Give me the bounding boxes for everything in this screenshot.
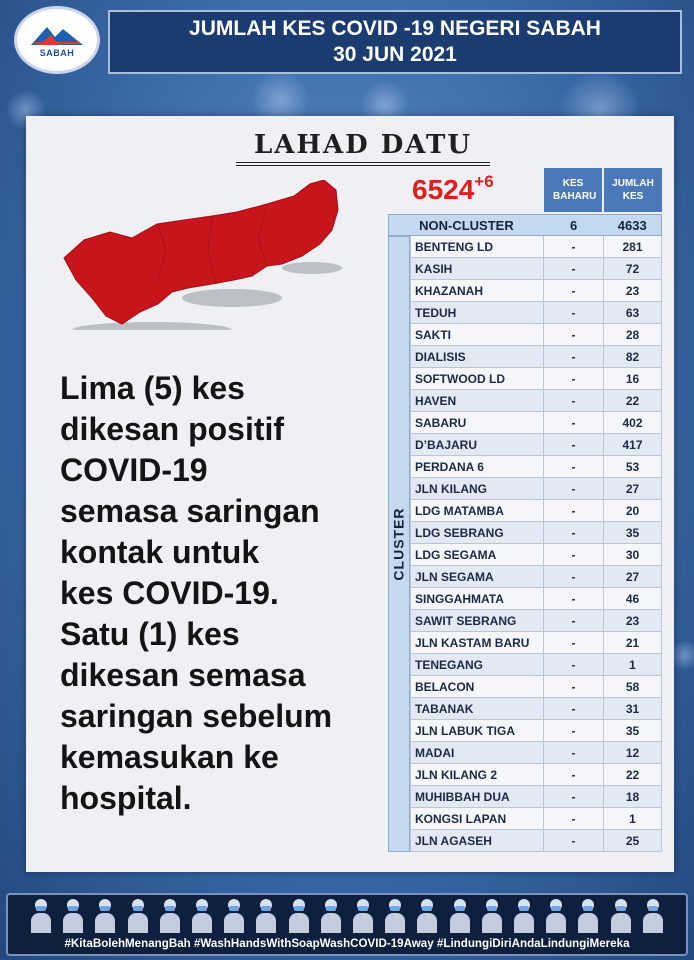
cluster-row: [410, 544, 662, 566]
cluster-total-cases: 63: [604, 302, 662, 324]
cluster-row: [410, 434, 662, 456]
cluster-name: KHAZANAH: [410, 280, 544, 302]
masked-person-icon: [127, 899, 149, 933]
title-banner: [108, 10, 682, 74]
cluster-new-cases: -: [544, 456, 604, 478]
cluster-name: KASIH: [410, 258, 544, 280]
cluster-name: DIALISIS: [410, 346, 544, 368]
cluster-new-cases: -: [544, 522, 604, 544]
cluster-new-cases: -: [544, 324, 604, 346]
description-line: Lima (5) kes: [60, 370, 245, 406]
masked-person-icon: [191, 899, 213, 933]
cluster-row: [410, 412, 662, 434]
cluster-name: SINGGAHMATA: [410, 588, 544, 610]
cluster-row: [410, 566, 662, 588]
cluster-name: MADAI: [410, 742, 544, 764]
masked-person-icon: [481, 899, 503, 933]
cluster-new-cases: -: [544, 390, 604, 412]
masked-person-icon: [62, 899, 84, 933]
cluster-total-cases: 27: [604, 478, 662, 500]
cluster-row: [410, 236, 662, 258]
cluster-new-cases: -: [544, 478, 604, 500]
footer-banner: [6, 893, 688, 956]
cluster-total-cases: 417: [604, 434, 662, 456]
cluster-new-cases: -: [544, 302, 604, 324]
cluster-total-cases: 1: [604, 654, 662, 676]
cluster-row: [410, 500, 662, 522]
cluster-new-cases: -: [544, 808, 604, 830]
description-line: hospital.: [60, 780, 192, 816]
cluster-new-cases: -: [544, 676, 604, 698]
cluster-row: [410, 258, 662, 280]
description-line: kontak untuk: [60, 534, 260, 570]
cluster-new-cases: -: [544, 654, 604, 676]
non-cluster-total: 4633: [617, 217, 647, 233]
page-title: JUMLAH KES COVID -19 NEGERI SABAH: [189, 17, 601, 40]
column-header-total-label: JUMLAH KES: [612, 178, 654, 202]
masked-person-icon: [288, 899, 310, 933]
cluster-name: MUHIBBAH DUA: [410, 786, 544, 808]
cluster-row: [410, 522, 662, 544]
cluster-row: [410, 786, 662, 808]
description-line: kemasukan ke: [60, 739, 279, 775]
cluster-total-cases: 18: [604, 786, 662, 808]
cluster-new-cases: -: [544, 588, 604, 610]
cluster-new-cases: -: [544, 258, 604, 280]
cluster-row: [410, 720, 662, 742]
cluster-total-cases: 28: [604, 324, 662, 346]
cluster-new-cases: -: [544, 632, 604, 654]
cluster-total-cases: 31: [604, 698, 662, 720]
description-line: Satu (1) kes: [60, 616, 240, 652]
cluster-total-cases: 22: [604, 764, 662, 786]
masked-person-icon: [577, 899, 599, 933]
cluster-name: JLN LABUK TIGA: [410, 720, 544, 742]
non-cluster-row: [388, 214, 662, 236]
cluster-total-cases: 1: [604, 808, 662, 830]
sabah-health-logo: [14, 6, 100, 74]
masked-person-icon: [352, 899, 374, 933]
lahad-datu-map-icon: [62, 180, 352, 330]
masked-person-icon: [384, 899, 406, 933]
hashtags: #KitaBolehMenangBah #WashHandsWithSoapWashCOVID-19Away #LindungiDiriAndaLindungiMereka: [64, 937, 630, 950]
cluster-new-cases: -: [544, 610, 604, 632]
masked-person-icon: [30, 899, 52, 933]
masked-person-icon: [320, 899, 342, 933]
case-description: [60, 368, 380, 819]
cluster-row: [410, 808, 662, 830]
cluster-row: [410, 324, 662, 346]
report-date: 30 JUN 2021: [333, 43, 457, 66]
cluster-row: [410, 390, 662, 412]
total-cases-value: 6524: [412, 174, 475, 205]
cluster-name: LDG MATAMBA: [410, 500, 544, 522]
masked-person-icon: [223, 899, 245, 933]
mountain-logo-icon: [29, 23, 85, 47]
cluster-total-cases: 22: [604, 390, 662, 412]
masked-person-icon: [94, 899, 116, 933]
cluster-total-cases: 53: [604, 456, 662, 478]
cluster-row: [410, 632, 662, 654]
cluster-total-cases: 72: [604, 258, 662, 280]
cluster-name: TABANAK: [410, 698, 544, 720]
cluster-new-cases: -: [544, 720, 604, 742]
cluster-total-cases: 12: [604, 742, 662, 764]
cluster-new-cases: -: [544, 544, 604, 566]
cluster-new-cases: -: [544, 346, 604, 368]
cluster-row: [410, 654, 662, 676]
cluster-name: BENTENG LD: [410, 236, 544, 258]
description-line: kes COVID-19.: [60, 575, 279, 611]
cluster-row: [410, 368, 662, 390]
masked-person-icon: [545, 899, 567, 933]
masked-person-icon: [159, 899, 181, 933]
cluster-row: [410, 346, 662, 368]
cluster-row: [410, 742, 662, 764]
cluster-name: LDG SEGAMA: [410, 544, 544, 566]
cluster-new-cases: -: [544, 434, 604, 456]
cluster-new-cases: -: [544, 236, 604, 258]
masked-person-icon: [449, 899, 471, 933]
cluster-new-cases: -: [544, 698, 604, 720]
cluster-name: SAWIT SEBRANG: [410, 610, 544, 632]
cluster-total-cases: 402: [604, 412, 662, 434]
cluster-new-cases: -: [544, 368, 604, 390]
cluster-name: SOFTWOOD LD: [410, 368, 544, 390]
total-new-cases: +6: [474, 172, 494, 191]
cluster-row: [410, 610, 662, 632]
cluster-name: HAVEN: [410, 390, 544, 412]
total-cases: [412, 172, 494, 206]
cluster-new-cases: -: [544, 566, 604, 588]
cluster-total-cases: 46: [604, 588, 662, 610]
cluster-row: [410, 698, 662, 720]
cluster-row: [410, 302, 662, 324]
cluster-total-cases: 16: [604, 368, 662, 390]
column-header-total: [604, 168, 662, 212]
masked-person-icon: [255, 899, 277, 933]
cluster-row: [410, 280, 662, 302]
non-cluster-label: NON-CLUSTER: [419, 217, 514, 233]
cluster-new-cases: -: [544, 786, 604, 808]
cluster-total-cases: 21: [604, 632, 662, 654]
logo-label: SABAH: [39, 47, 75, 58]
cluster-new-cases: -: [544, 412, 604, 434]
district-title: LAHAD DATU: [236, 130, 490, 166]
cluster-new-cases: -: [544, 500, 604, 522]
cluster-side-label: [388, 236, 410, 852]
cluster-total-cases: 35: [604, 522, 662, 544]
cluster-name: LDG SEBRANG: [410, 522, 544, 544]
cluster-name: SAKTI: [410, 324, 544, 346]
masked-person-icon: [513, 899, 535, 933]
cluster-name: JLN KASTAM BARU: [410, 632, 544, 654]
cluster-total-cases: 58: [604, 676, 662, 698]
cluster-total-cases: 30: [604, 544, 662, 566]
non-cluster-new: 6: [570, 217, 578, 233]
cluster-row: [410, 676, 662, 698]
column-header-new-label: KES BAHARU: [553, 178, 597, 202]
cluster-new-cases: -: [544, 764, 604, 786]
cluster-new-cases: -: [544, 830, 604, 852]
cluster-name: JLN SEGAMA: [410, 566, 544, 588]
masked-person-icon: [416, 899, 438, 933]
cluster-name: KONGSI LAPAN: [410, 808, 544, 830]
column-header-new: [544, 168, 602, 212]
cluster-label: CLUSTER: [391, 507, 407, 581]
cluster-new-cases: -: [544, 280, 604, 302]
masked-person-icon: [642, 899, 664, 933]
cluster-total-cases: 23: [604, 610, 662, 632]
cluster-name: BELACON: [410, 676, 544, 698]
cluster-name: JLN AGASEH: [410, 830, 544, 852]
cluster-total-cases: 27: [604, 566, 662, 588]
cluster-new-cases: -: [544, 742, 604, 764]
cluster-name: JLN KILANG: [410, 478, 544, 500]
cluster-row: [410, 456, 662, 478]
description-line: dikesan semasa: [60, 657, 306, 693]
description-line: semasa saringan: [60, 493, 320, 529]
cluster-name: SABARU: [410, 412, 544, 434]
description-line: COVID-19: [60, 452, 208, 488]
cluster-name: JLN KILANG 2: [410, 764, 544, 786]
cluster-row: [410, 588, 662, 610]
masked-people-icons: [30, 899, 664, 935]
cluster-name: TEDUH: [410, 302, 544, 324]
description-line: dikesan positif: [60, 411, 285, 447]
cluster-name: TENEGANG: [410, 654, 544, 676]
cluster-row: [410, 478, 662, 500]
cluster-name: PERDANA 6: [410, 456, 544, 478]
cluster-total-cases: 20: [604, 500, 662, 522]
cluster-total-cases: 25: [604, 830, 662, 852]
cluster-name: D’BAJARU: [410, 434, 544, 456]
cluster-total-cases: 82: [604, 346, 662, 368]
cluster-row: [410, 830, 662, 852]
description-line: saringan sebelum: [60, 698, 333, 734]
cluster-row: [410, 764, 662, 786]
masked-person-icon: [610, 899, 632, 933]
cluster-total-cases: 35: [604, 720, 662, 742]
cluster-total-cases: 281: [604, 236, 662, 258]
cluster-table: [410, 236, 662, 852]
cluster-total-cases: 23: [604, 280, 662, 302]
